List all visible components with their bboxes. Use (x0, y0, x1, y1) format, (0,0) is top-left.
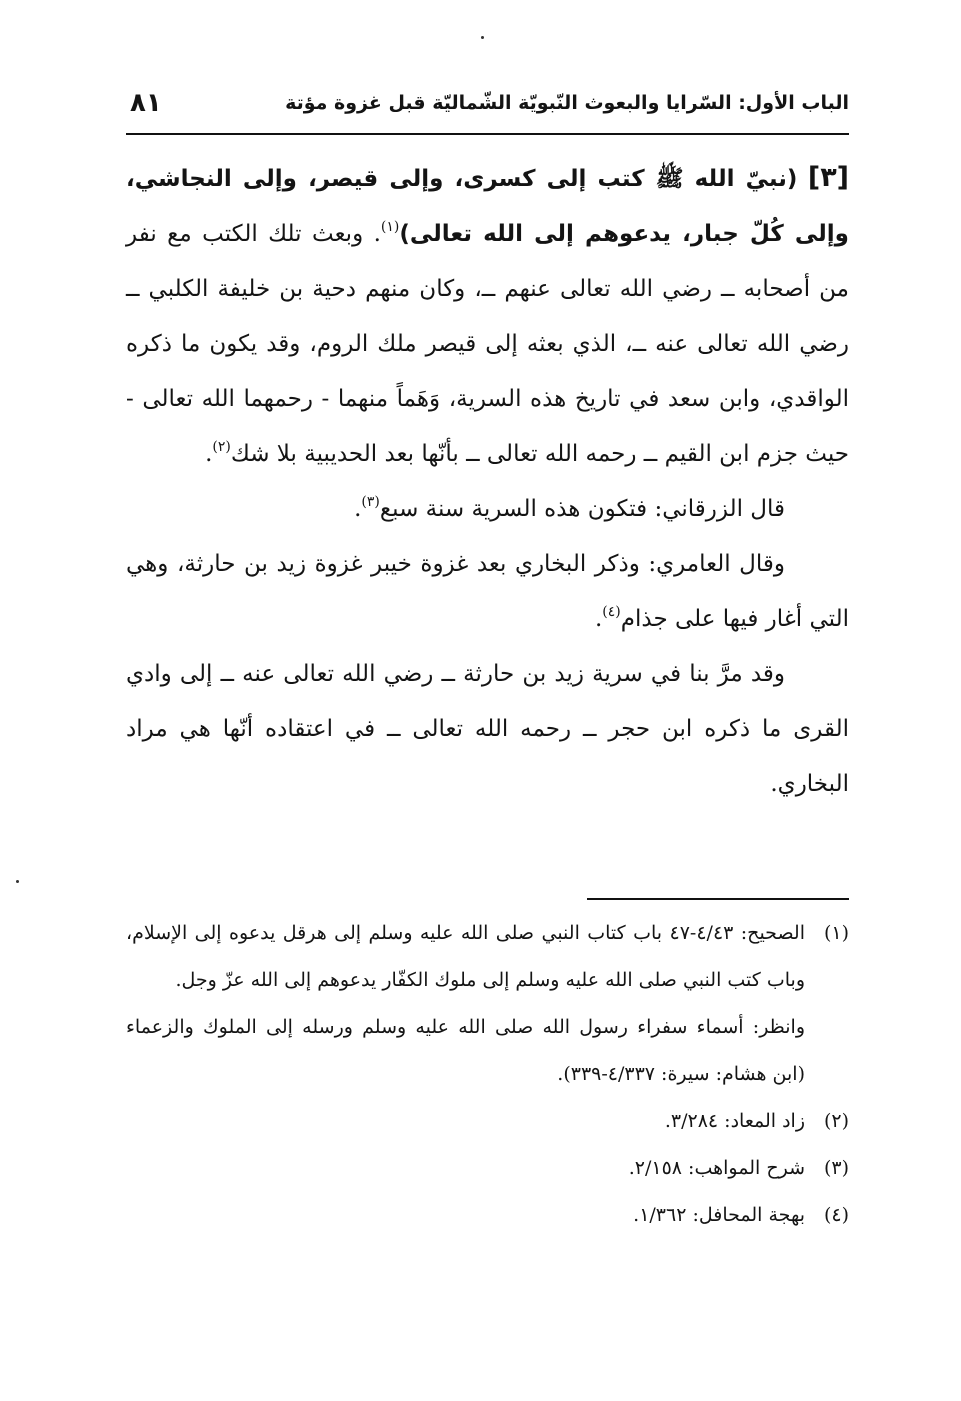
paragraph-text: وقال العامري: وذكر البخاري بعد غزوة خيبر غزوة زيد بن حارثة، وهي التي أغار فيها على جذام (126, 551, 849, 632)
paragraph (126, 482, 849, 537)
paragraph (126, 647, 849, 812)
footnote-ref: (٣) (361, 494, 380, 511)
paragraph-end: . (205, 441, 213, 467)
footnote-separator (587, 898, 849, 900)
footnote-number: (١) (823, 922, 849, 944)
paragraph-text: قال الزرقاني: فتكون هذه السرية سنة سبع (379, 496, 785, 522)
paragraph-text: . وبعث تلك الكتب مع نفر من أصحابه ــ رضي الله تعالى عنهم ــ، وكان منهم دحية بن خليفة الكلبي ــ رضي الله تعالى عنه ــ، الذي بعثه إلى قيصر ملك الروم، وقد يكون ما ذكره الواقدي، وابن سعد في تاريخ هذه السرية، وَهَماً منهما - رحمهما الله تعالى - حيث جزم ابن القيم ــ رحمه الله تعالى ــ بأنّها بعد الحديبية بلا شك (126, 221, 849, 467)
footnote-continuation: وانظر: أسماء سفراء رسول الله صلى الله عليه وسلم ورسله إلى الملوك والزعماء (ابن هشام: سيرة: ٤/٣٣٧-٣٣٩). (126, 1016, 805, 1085)
footnote-number: (٢) (823, 1110, 849, 1132)
paragraph-end: . (594, 606, 603, 632)
running-header (126, 88, 849, 128)
header-rule (126, 133, 849, 135)
footnote-number: (٣) (823, 1157, 849, 1179)
hadith-text: (نبيّ الله ﷺ كتب إلى كسرى، وإلى قيصر، وإلى النجاشي، وإلى كُلّ جبار، يدعوهم إلى الله تعالى) (126, 166, 849, 247)
paragraph-text: وقد مرَّ بنا في سرية زيد بن حارثة ــ رضي الله تعالى عنه ــ إلى وادي القرى ما ذكره ابن حجر ــ رحمه الله تعالى ــ في اعتقاده أنّها هي مراد البخاري. (126, 661, 849, 797)
footnote-ref: (٢) (212, 439, 231, 456)
footnote-item (126, 1192, 849, 1239)
footnote-text: الصحيح: ٤/٤٣-٤٧ باب كتاب النبي صلى الله عليه وسلم إلى هرقل يدعوه إلى الإسلام، وباب كتب النبي صلى الله عليه وسلم إلى ملوك الكفّار يدعوهم إلى الله عزّ وجل. (126, 922, 805, 991)
footnote-ref: (٤) (602, 604, 621, 621)
page-number: ٨١ (130, 88, 162, 118)
main-text (126, 150, 849, 812)
footnote-text: شرح المواهب: ٢/١٥٨. (628, 1157, 805, 1179)
footnote-item (126, 1098, 849, 1145)
footnotes (126, 910, 849, 1239)
hadith-number: [٣] (807, 162, 850, 193)
footnote-number: (٤) (823, 1204, 849, 1226)
footnote-item (126, 1145, 849, 1192)
footnote-item (126, 910, 849, 1004)
running-title: الباب الأول: السّرايا والبعوث النّبويّة الشّماليّة قبل غزوة مؤتة (285, 92, 849, 114)
hadith-paragraph (126, 150, 849, 482)
footnote-text: زاد المعاد: ٣/٢٨٤. (664, 1110, 805, 1132)
scan-speck (16, 880, 19, 883)
paragraph-end: . (354, 496, 362, 522)
footnote-text: بهجة المحافل: ١/٣٦٢. (633, 1204, 805, 1226)
scan-speck (481, 36, 484, 39)
footnote-ref: (١) (380, 219, 400, 236)
paragraph (126, 537, 849, 647)
